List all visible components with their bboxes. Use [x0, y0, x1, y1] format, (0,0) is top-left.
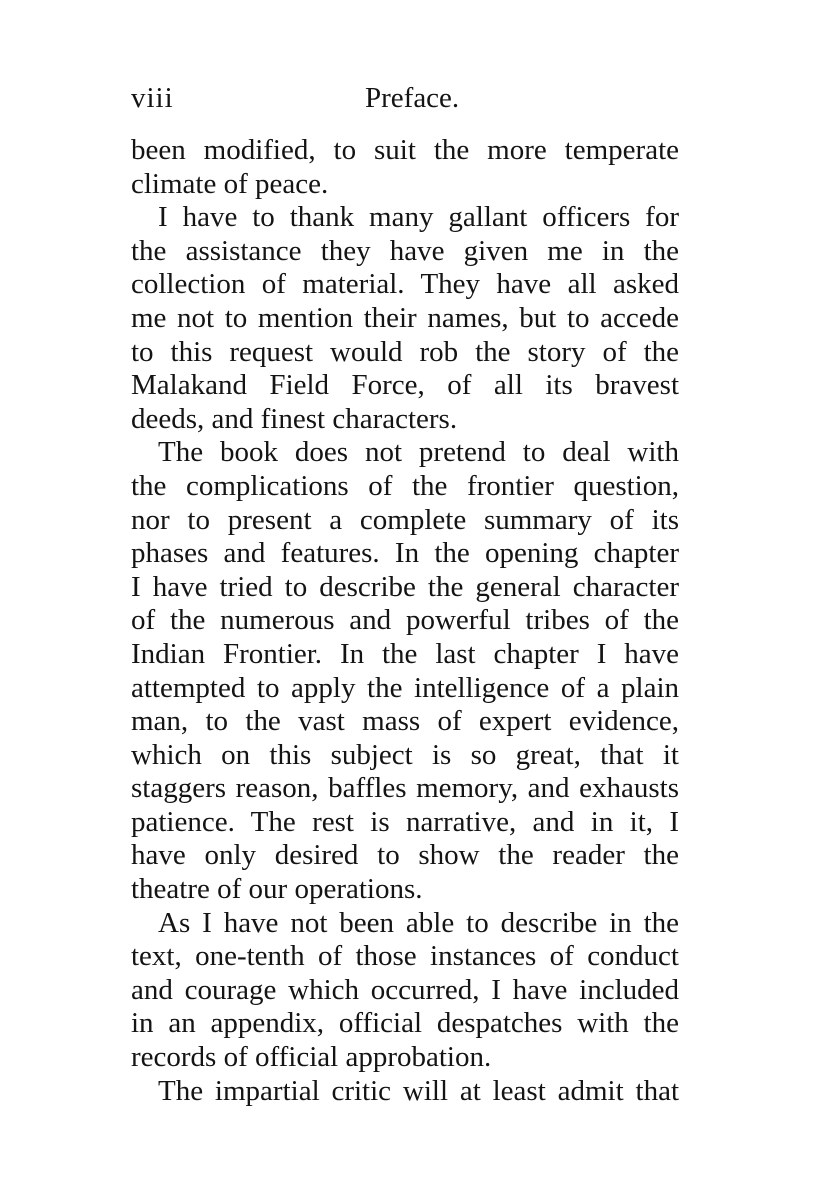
- text-line: Malakand Field Force, of all its bravest: [131, 369, 679, 402]
- page-number: viii: [131, 82, 174, 114]
- body-text: [131, 134, 679, 1108]
- text-line: Indian Frontier. In the last chapter I have: [131, 637, 679, 670]
- text-line: the complications of the frontier question,: [131, 469, 679, 502]
- text-line: nor to present a complete summary of its: [131, 503, 679, 536]
- text-line: which on this subject is so great, that it: [131, 738, 679, 771]
- text-line: of the numerous and powerful tribes of the: [131, 604, 679, 637]
- text-line: have only desired to show the reader the: [131, 839, 679, 872]
- text-line: collection of material. They have all asked: [131, 268, 679, 301]
- text-line: in an appendix, official despatches with the: [131, 1007, 679, 1040]
- text-line: theatre of our operations.: [131, 873, 423, 906]
- text-line: As I have not been able to describe in the: [158, 906, 679, 939]
- text-line: been modified, to suit the more temperate: [131, 134, 679, 166]
- text-line: staggers reason, baffles memory, and exhausts: [131, 772, 679, 805]
- text-line: The impartial critic will at least admit that: [158, 1074, 679, 1107]
- text-line: patience. The rest is narrative, and in it, I: [131, 805, 679, 838]
- text-line: man, to the vast mass of expert evidence,: [131, 705, 679, 738]
- text-line: to this request would rob the story of the: [131, 335, 679, 368]
- text-line: climate of peace.: [131, 167, 329, 200]
- text-line: attempted to apply the intelligence of a plain: [131, 671, 679, 704]
- text-line: I have tried to describe the general character: [131, 570, 679, 603]
- text-line: I have to thank many gallant officers for: [158, 201, 679, 234]
- text-line: The book does not pretend to deal with: [158, 436, 679, 469]
- page-header: [131, 82, 681, 122]
- text-line: and courage which occurred, I have included: [131, 973, 679, 1006]
- text-line: me not to mention their names, but to accede: [131, 301, 679, 334]
- text-line: text, one-tenth of those instances of conduct: [131, 940, 679, 973]
- running-title: Preface.: [365, 82, 460, 114]
- text-line: phases and features. In the opening chapter: [131, 537, 679, 570]
- text-line: deeds, and finest characters.: [131, 402, 458, 435]
- text-line: the assistance they have given me in the: [131, 234, 679, 267]
- text-line: records of official approbation.: [131, 1041, 492, 1074]
